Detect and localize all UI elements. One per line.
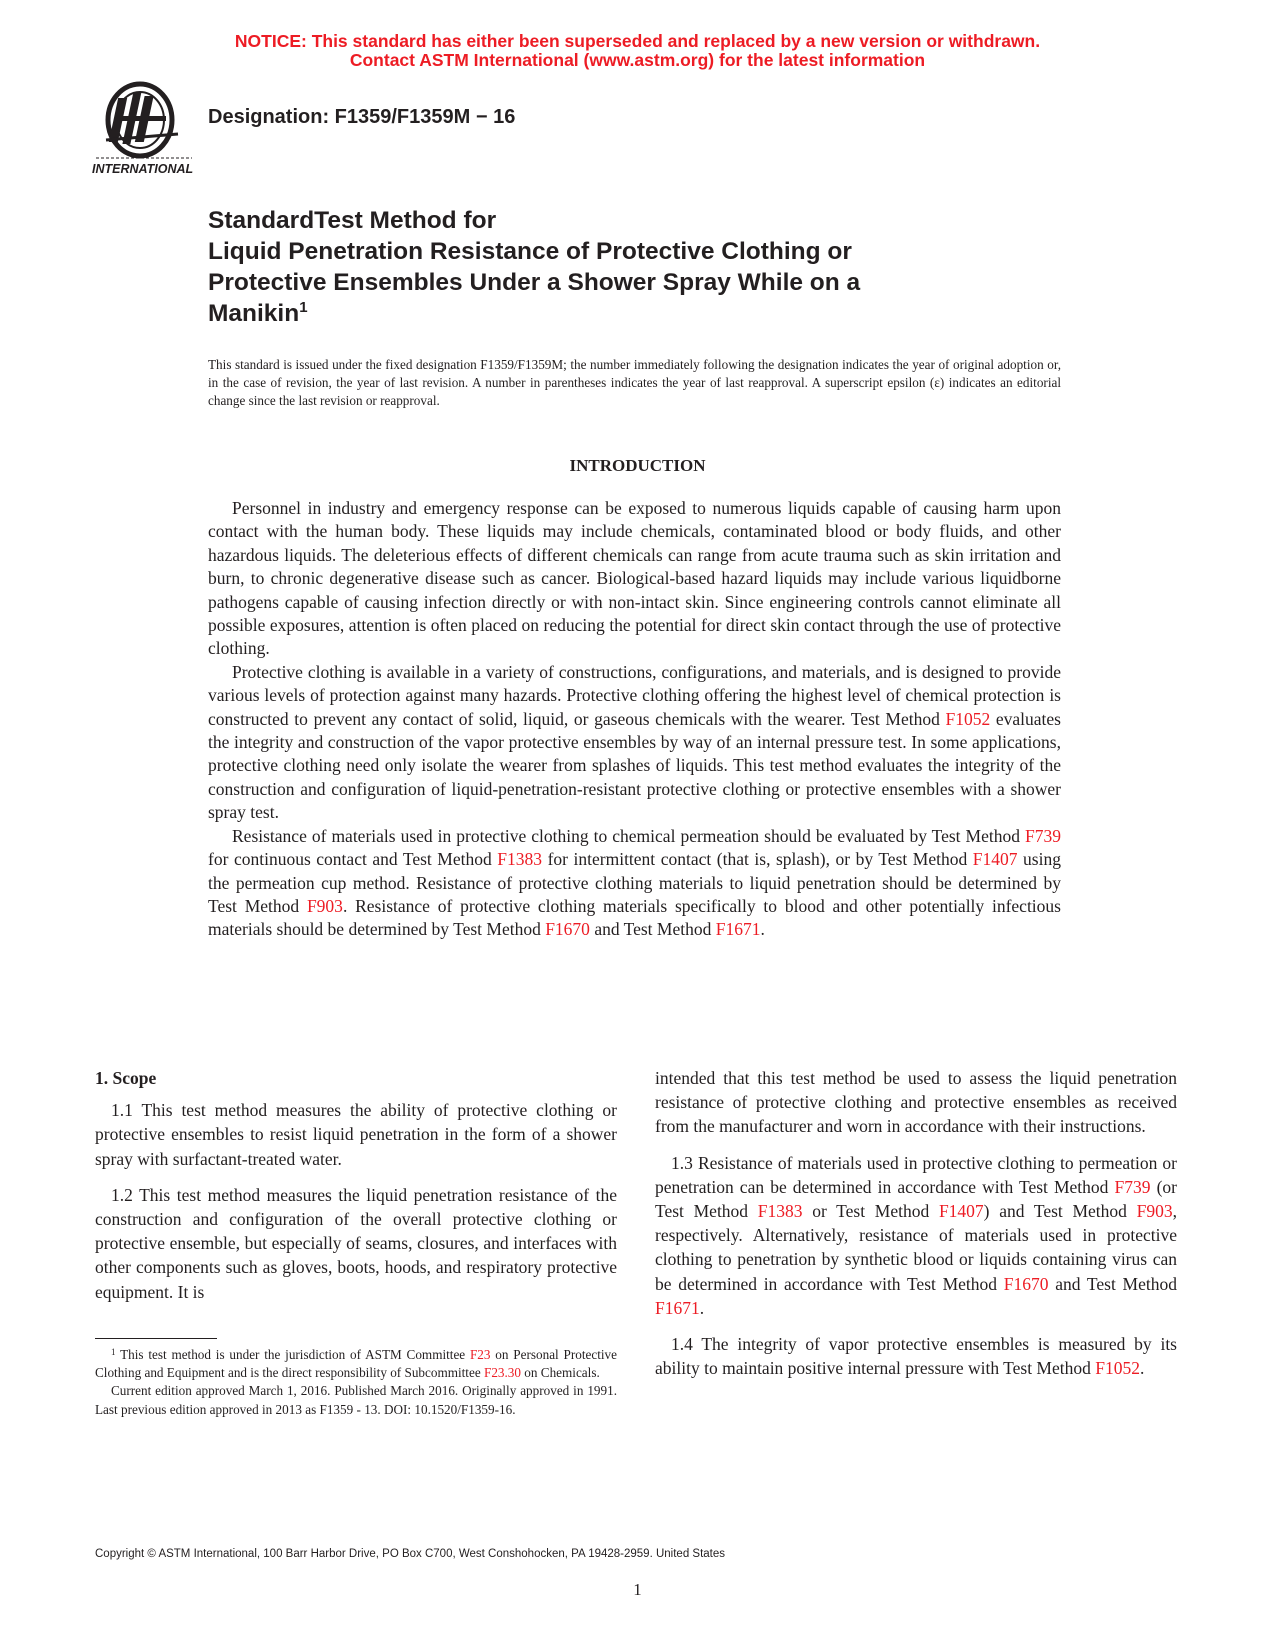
- logo-text: INTERNATIONAL: [92, 162, 194, 176]
- text-run: ) and Test Method: [983, 1201, 1137, 1222]
- document-title: [208, 205, 1108, 329]
- text-run: .: [1140, 1358, 1145, 1379]
- text-run: . Resistance of protective clothing materials specifically to blood and other potentially infectious materials should be determined by Test Method: [208, 895, 1061, 940]
- notice-line-1: NOTICE: This standard has either been superseded and replaced by a new version or withdrawn.: [234, 31, 1041, 51]
- intro-paragraph-1: Personnel in industry and emergency response can be exposed to numerous liquids capable of causing harm upon contact with the human body. These liquids may include chemicals, contaminated blood or body fluids, and other hazardous liquids. The deleterious effects of different chemicals can range from acute trauma such as skin irritation and burn, to chronic degenerative disease such as cancer. Biological-based hazard liquids may include various liquidborne pathogens capable of causing infection directly or with non-intact skin. Since engineering controls cannot eliminate all possible exposures, attention is often placed on reducing the potential for direct skin contact through the use of protective clothing.: [208, 498, 1061, 659]
- reference-link-f1383[interactable]: F1383: [757, 1201, 803, 1222]
- text-run: (or Test Method: [655, 1176, 1177, 1222]
- text-run: Protective clothing is available in a variety of constructions, configurations, and materials, and is designed to provide various levels of protection against many hazards. Protective clothing offering the highest level of chemical protection is constructed to prevent any contact of solid, liquid, or gaseous chemicals with the wearer. Test Method: [208, 661, 1061, 729]
- footnotes: [95, 1346, 617, 1419]
- reference-link-f1407[interactable]: F1407: [938, 1201, 984, 1222]
- text-run: for intermittent contact (that is, splash), or by Test Method: [542, 849, 973, 870]
- reference-link-f1052[interactable]: F1052: [1095, 1358, 1140, 1379]
- astm-logo-icon: [92, 80, 200, 180]
- reference-link-f903[interactable]: F903: [1136, 1201, 1173, 1222]
- footnote-divider: [95, 1338, 217, 1339]
- text-run: on Personal Protective Clothing and Equipment and is the direct responsibility of Subcommittee: [95, 1347, 617, 1381]
- intro-paragraph-3: [208, 825, 1061, 942]
- title-footnote-mark: 1: [299, 299, 308, 316]
- section-1-1: 1.1 This test method measures the ability of protective clothing or protective ensembles to resist liquid penetration in the form of a shower spray with surfactant-treated water.: [95, 1100, 617, 1169]
- text-run: 1.3 Resistance of materials used in protective clothing to permeation or penetration can be determined in accordance with Test Method: [655, 1152, 1177, 1197]
- reference-link-f1383[interactable]: F1383: [497, 849, 543, 870]
- reference-link-f1671[interactable]: F1671: [655, 1297, 700, 1318]
- text-run: evaluates the integrity and construction of the vapor protective ensembles by way of an internal pressure test. In some applications, protective clothing need only isolate the wearer from splashes of liquids. This test method evaluates the integrity of the construction and configuration of liquid-penetration-resistant protective clothing or protective ensembles with a shower spray test.: [208, 708, 1061, 823]
- reference-link-f1671[interactable]: F1671: [715, 919, 761, 940]
- text-run: .: [760, 919, 765, 940]
- title-line-1: StandardTest Method for: [208, 207, 497, 234]
- section-1-4: [655, 1332, 1177, 1380]
- notice-line-2: Contact ASTM International (www.astm.org) for the latest information: [349, 50, 926, 70]
- section-1-3: [655, 1151, 1177, 1320]
- copyright-line: Copyright © ASTM International, 100 Barr Harbor Drive, PO Box C700, West Conshohocken, PA 19428-2959. United States: [95, 1548, 726, 1560]
- intro-paragraph-2: [208, 661, 1061, 825]
- text-run: .: [699, 1297, 705, 1318]
- introduction-heading: INTRODUCTION: [569, 456, 706, 475]
- text-run: , respectively. Alternatively, resistance of materials used in protective clothing to penetration by synthetic blood or liquids containing virus can be determined in accordance with Test Method: [655, 1201, 1177, 1294]
- reference-link-f739[interactable]: F739: [1114, 1176, 1151, 1197]
- section-1-2-continued: intended that this test method be used to assess the liquid penetration resistance of protective clothing and protective ensembles as received from the manufacturer and worn in accordance with their instructions.: [655, 1068, 1177, 1137]
- text-run: using the permeation cup method. Resistance of protective clothing materials to liquid penetration should be determined by Test Method: [208, 849, 1061, 916]
- reference-link-f1670[interactable]: F1670: [545, 919, 590, 940]
- text-run: or Test Method: [802, 1201, 939, 1222]
- edition-note: Current edition approved March 1, 2016. Published March 2016. Originally approved in 1991. Last previous edition approved in 2013 as F1359 - 13. DOI: 10.1520/F1359-16.: [95, 1383, 617, 1417]
- page-number: 1: [633, 1580, 642, 1599]
- text-run: and Test Method: [1048, 1273, 1177, 1294]
- title-line-4: Manikin: [208, 300, 300, 327]
- text-run: 1.4 The integrity of vapor protective ensembles is measured by its ability to maintain positive internal pressure with Test Method: [655, 1334, 1177, 1379]
- reference-link-f903[interactable]: F903: [306, 895, 343, 916]
- section-1-2: 1.2 This test method measures the liquid penetration resistance of the construction and configuration of the overall protective clothing or protective ensemble, but especially of seams, closures, and interfaces with other components such as gloves, boots, hoods, and respiratory protective equipment. It is: [95, 1184, 617, 1302]
- footnote-1: [95, 1346, 617, 1382]
- text-run: on Chemicals.: [521, 1365, 600, 1381]
- text-run: and Test Method: [589, 919, 716, 940]
- reference-link-f23-30[interactable]: F23.30: [483, 1365, 521, 1381]
- reference-link-f1407[interactable]: F1407: [972, 849, 1018, 870]
- reference-link-f1670[interactable]: F1670: [1003, 1273, 1049, 1294]
- designation: Designation: F1359/F1359M − 16: [208, 106, 516, 128]
- reference-link-f739[interactable]: F739: [1025, 825, 1061, 846]
- scope-left-column: [95, 1066, 617, 1316]
- scope-right-column: [655, 1066, 1177, 1392]
- scope-heading: 1. Scope: [95, 1068, 157, 1088]
- introduction-body: [208, 497, 1061, 942]
- astm-logo: [92, 80, 200, 180]
- issued-note: This standard is issued under the fixed designation F1359/F1359M; the number immediately following the designation indicates the year of original adoption or, in the case of revision, the year of last revision. A number in parentheses indicates the year of last reapproval. A superscript epsilon (ε) indicates an editorial change since the last revision or reapproval.: [208, 357, 1061, 408]
- text-run: This test method is under the jurisdiction of ASTM Committee: [115, 1347, 470, 1362]
- title-line-2: Liquid Penetration Resistance of Protective Clothing or: [208, 238, 852, 265]
- reference-link-f1052[interactable]: F1052: [945, 708, 991, 729]
- reference-link-f23[interactable]: F23: [469, 1347, 491, 1362]
- footnote-mark: 1: [111, 1347, 116, 1357]
- title-line-3: Protective Ensembles Under a Shower Spray While on a: [208, 269, 861, 296]
- text-run: Resistance of materials used in protective clothing to chemical permeation should be evaluated by Test Method: [232, 825, 1026, 846]
- text-run: for continuous contact and Test Method: [208, 849, 498, 870]
- withdrawal-notice: [0, 32, 1275, 70]
